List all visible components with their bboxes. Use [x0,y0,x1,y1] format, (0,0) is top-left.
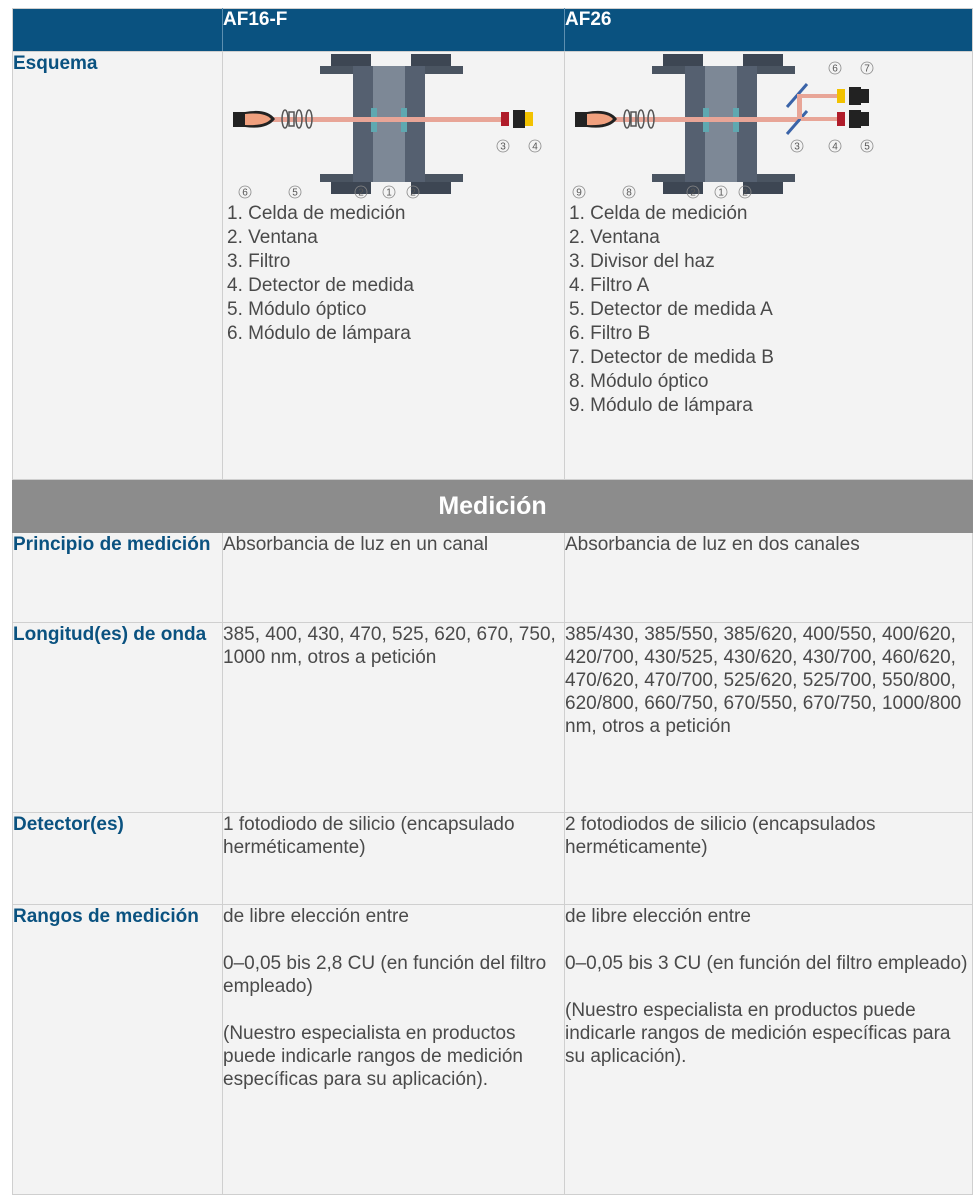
list-item: 4. Filtro A [569,275,650,296]
af16-callout-2b: 2 [410,187,416,199]
af16-rangos [223,905,565,1195]
af26-callout-2b: 2 [742,187,748,199]
af26-principio: Absorbancia de luz en dos canales [565,533,973,623]
label-esquema: Esquema [13,52,223,480]
af16-detector: 1 fotodiodo de silicio (encapsulado herméticamente) [223,813,565,905]
af26-callout-5: 5 [864,141,870,153]
list-item: 6. Filtro B [569,323,651,344]
af26-callout-8: 8 [626,187,632,199]
af16-rangos-p1: de libre elección entre [223,906,409,927]
row-principio [13,533,973,623]
label-rangos: Rangos de medición [13,905,223,1195]
list-item: 1. Celda de medición [227,203,406,224]
header-af16f: AF16-F [223,9,565,52]
af26-callout-2a: 2 [690,187,696,199]
af26-schematic-diagram [565,52,895,202]
list-item: 4. Detector de medida [227,275,414,296]
section-row [13,480,973,533]
list-item: 3. Filtro [227,251,291,272]
af16-callout-3: 3 [500,141,506,153]
header-row [13,9,973,52]
af16-rangos-p2: 0–0,05 bis 2,8 CU (en función del filtro empleado) [223,953,547,997]
af26-callout-3: 3 [794,141,800,153]
specs-table [12,8,973,1195]
cell-esquema-af16 [223,52,565,480]
af26-parts-list [565,202,972,418]
af16-rangos-p3: (Nuestro especialista en productos puede indicarle rangos de medición específicas para su aplicación). [223,1023,523,1090]
list-item: 1. Celda de medición [569,203,748,224]
af26-longitud: 385/430, 385/550, 385/620, 400/550, 400/620, 420/700, 430/525, 430/620, 430/700, 460/620, 470/620, 470/700, 525/620, 525/700, 550/800, 620/800, 660/750, 670/550, 670/750, 1000/800 nm, otros a petición [565,623,973,813]
list-item: 2. Ventana [569,227,660,248]
list-item: 2. Ventana [227,227,318,248]
af16-schematic-diagram [223,52,553,202]
list-item: 8. Módulo óptico [569,371,709,392]
row-esquema [13,52,973,480]
af26-callout-7: 7 [864,63,870,75]
af26-rangos-p1: de libre elección entre [565,906,751,927]
af16-longitud: 385, 400, 430, 470, 525, 620, 670, 750, 1000 nm, otros a petición [223,623,565,813]
af26-detector: 2 fotodiodos de silicio (encapsulados herméticamente) [565,813,973,905]
row-longitud [13,623,973,813]
list-item: 5. Módulo óptico [227,299,367,320]
label-longitud: Longitud(es) de onda [13,623,223,813]
af16-parts-list [223,202,564,346]
af26-callout-9: 9 [576,187,582,199]
af16-principio: Absorbancia de luz en un canal [223,533,565,623]
af26-rangos-p2: 0–0,05 bis 3 CU (en función del filtro empleado) [565,953,968,974]
af26-rangos [565,905,973,1195]
af26-callout-4: 4 [832,141,838,153]
cell-esquema-af26 [565,52,973,480]
list-item: 3. Divisor del haz [569,251,715,272]
label-principio: Principio de medición [13,533,223,623]
list-item: 6. Módulo de lámpara [227,323,411,344]
af26-callout-6: 6 [832,63,838,75]
list-item: 9. Módulo de lámpara [569,395,753,416]
list-item: 7. Detector de medida B [569,347,774,368]
af16-callout-4: 4 [532,141,538,153]
af16-callout-6: 6 [242,187,248,199]
af26-rangos-p3: (Nuestro especialista en productos puede indicarle rangos de medición específicas para su aplicación). [565,1000,951,1067]
row-rangos [13,905,973,1195]
section-title: Medición [13,480,973,533]
af16-callout-2a: 2 [358,187,364,199]
row-detector [13,813,973,905]
af16-callout-1: 1 [386,187,392,199]
af16-callout-5: 5 [292,187,298,199]
header-af26: AF26 [565,9,973,52]
list-item: 5. Detector de medida A [569,299,773,320]
label-detector: Detector(es) [13,813,223,905]
header-empty [13,9,223,52]
af26-callout-1: 1 [718,187,724,199]
